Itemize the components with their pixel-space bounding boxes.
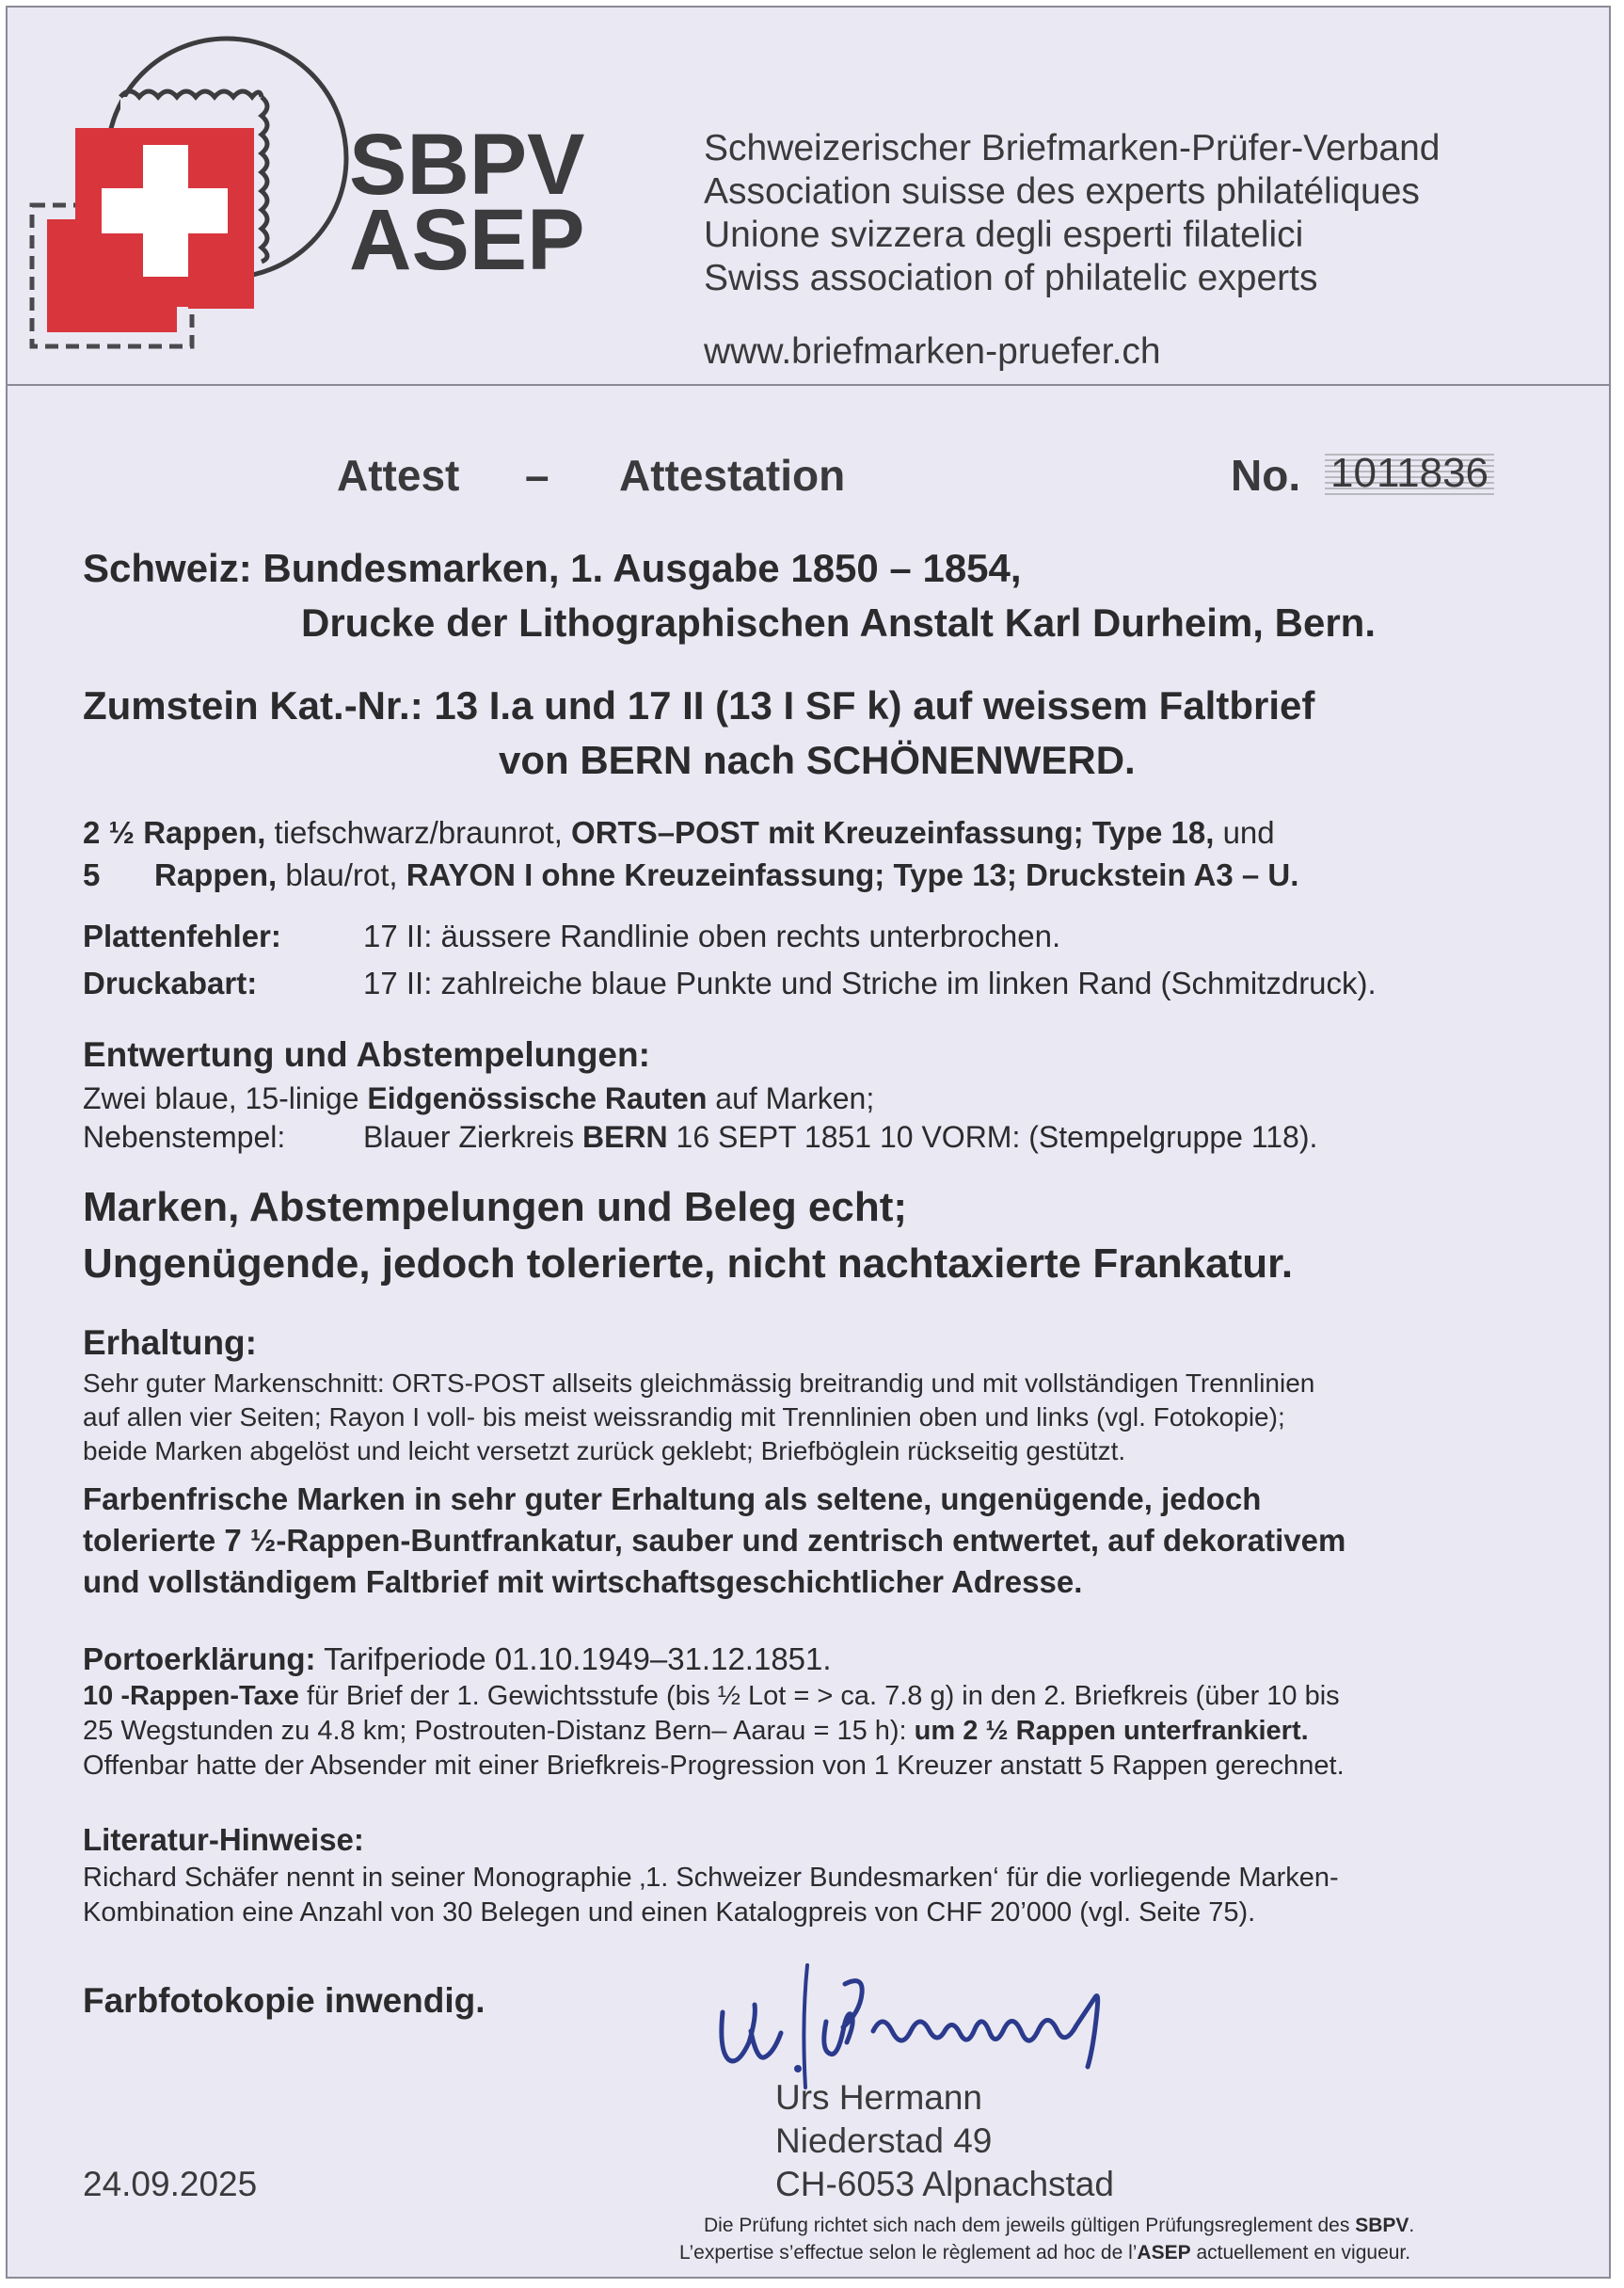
stamp-1-color: tiefschwarz/braunrot, bbox=[265, 815, 572, 850]
postage-line-2-a: 10 -Rappen-Taxe bbox=[83, 1681, 299, 1711]
verdict-line-2: Ungenügende, jedoch tolerierte, nicht nachtaxierte Frankatur. bbox=[83, 1240, 1294, 1287]
stamp-row-1 bbox=[83, 815, 1275, 851]
catalogue-line-2: von BERN nach SCHÖNENWERD. bbox=[499, 738, 1136, 782]
stamp-1-tail: und bbox=[1214, 815, 1275, 850]
certificate-sheet bbox=[6, 6, 1611, 2279]
brand-asep: ASEP bbox=[349, 192, 585, 288]
stamp-1-value: 2 ½ Rappen, bbox=[83, 815, 266, 850]
org-name-it: Unione svizzera degli esperti filatelici bbox=[704, 215, 1304, 255]
org-name-fr: Association suisse des experts philatéliques bbox=[704, 171, 1420, 212]
cancellation-line-2 bbox=[83, 1120, 1317, 1155]
subject-line-1: Schweiz: Bundesmarken, 1. Ausgabe 1850 – 1854, bbox=[83, 546, 1022, 590]
stamp-2-value: Rappen, bbox=[154, 857, 278, 892]
cancellation-heading: Entwertung und Abstempelungen: bbox=[83, 1035, 650, 1074]
sbpv-logo bbox=[15, 26, 664, 365]
condition-bold-2: tolerierte 7 ½-Rappen-Buntfrankatur, sauber und zentrisch entwertet, auf dekorativem bbox=[83, 1523, 1346, 1558]
condition-bold-3: und vollständigem Faltbrief mit wirtschaftsgeschichtlicher Adresse. bbox=[83, 1564, 1083, 1599]
postage-line-3-b: um 2 ½ Rappen unterfrankiert. bbox=[914, 1716, 1309, 1746]
footer-fr-c: actuellement en vigueur. bbox=[1190, 2242, 1411, 2264]
brand-sbpv: SBPV bbox=[349, 117, 585, 213]
druck-value: 17 II: zahlreiche blaue Punkte und Striche im linken Rand (Schmitzdruck). bbox=[363, 966, 1377, 1000]
cancellation-line-1-c: auf Marken; bbox=[707, 1081, 875, 1115]
stamp-front-icon bbox=[75, 91, 267, 309]
stamp-2-color: blau/rot, bbox=[277, 857, 406, 892]
platten-label: Plattenfehler: bbox=[83, 919, 281, 953]
nebenstempel-label: Nebenstempel: bbox=[83, 1120, 286, 1154]
footer-de-c: . bbox=[1409, 2215, 1415, 2236]
certificate-no-label: No. bbox=[1231, 451, 1301, 500]
stamp-1-name: ORTS–POST mit Kreuzeinfassung; Type 18, bbox=[571, 815, 1215, 850]
certificate-header bbox=[8, 8, 1609, 386]
verdict-line-1: Marken, Abstempelungen und Beleg echt; bbox=[83, 1184, 908, 1230]
condition-heading: Erhaltung: bbox=[83, 1323, 257, 1362]
platten-value: 17 II: äussere Randlinie oben rechts unterbrochen. bbox=[363, 919, 1061, 953]
postage-line-4: Offenbar hatte der Absender mit einer Briefkreis-Progression von 1 Kreuzer anstatt 5 Rappen gerechnet. bbox=[83, 1751, 1345, 1781]
postage-line-2 bbox=[83, 1681, 1340, 1712]
photocopy-note: Farbfotokopie inwendig. bbox=[83, 1981, 486, 2020]
postage-period: Tarifperiode 01.10.1949–31.12.1851. bbox=[315, 1641, 832, 1676]
literature-line-2: Kombination eine Anzahl von 30 Belegen und einen Katalogpreis von CHF 20’000 (vgl. Seite 75). bbox=[83, 1897, 1256, 1928]
footer-fr-b: ASEP bbox=[1137, 2242, 1191, 2264]
stamp-row-2 bbox=[83, 857, 1298, 893]
website-link[interactable]: www.briefmarken-pruefer.ch bbox=[704, 331, 1161, 372]
condition-bold-1: Farbenfrische Marken in sehr guter Erhaltung als seltene, ungenügende, jedoch bbox=[83, 1481, 1262, 1516]
expert-signature bbox=[704, 1946, 1193, 2097]
literature-heading: Literatur-Hinweise: bbox=[83, 1822, 364, 1857]
cancellation-line-1-b: Eidgenössische Rauten bbox=[367, 1081, 708, 1115]
title-attest: Attest bbox=[337, 451, 460, 500]
cancellation-line-1 bbox=[83, 1081, 874, 1116]
expert-name: Urs Hermann bbox=[775, 2078, 982, 2117]
certificate-no-value: 1011836 bbox=[1325, 450, 1494, 497]
postage-line-3-a: 25 Wegstunden zu 4.8 km; Postrouten-Distanz Bern– Aarau = 15 h): bbox=[83, 1716, 915, 1746]
postage-line-3 bbox=[83, 1716, 1309, 1747]
postage-line-1 bbox=[83, 1641, 832, 1677]
footer-de-a: Die Prüfung richtet sich nach dem jeweils gültigen Prüfungsreglement des bbox=[704, 2215, 1356, 2236]
org-name-de: Schweizerischer Briefmarken-Prüfer-Verband bbox=[704, 128, 1441, 168]
expert-city: CH-6053 Alpnachstad bbox=[775, 2165, 1114, 2203]
cancellation-line-2-b: BERN bbox=[581, 1120, 668, 1154]
footer-fr-a: L’expertise s’effectue selon le règlement ad hoc de l’ bbox=[679, 2242, 1138, 2264]
expert-street: Niederstad 49 bbox=[775, 2121, 993, 2160]
stamp-2-name: RAYON I ohne Kreuzeinfassung; Type 13; Druckstein A3 – U. bbox=[406, 857, 1299, 892]
literature-line-1: Richard Schäfer nennt in seiner Monographie ‚1. Schweizer Bundesmarken‘ für die vorliegende Marken- bbox=[83, 1863, 1339, 1893]
footer-de-b: SBPV bbox=[1355, 2215, 1409, 2236]
stamp-2-num: 5 bbox=[83, 857, 101, 892]
cancellation-line-2-a: Blauer Zierkreis bbox=[363, 1120, 582, 1154]
cancellation-line-1-a: Zwei blaue, 15-linige bbox=[83, 1081, 368, 1115]
footer-fr bbox=[679, 2242, 1410, 2264]
org-name-en: Swiss association of philatelic experts bbox=[704, 258, 1318, 298]
postage-line-2-b: für Brief der 1. Gewichtsstufe (bis ½ Lot = > ca. 7.8 g) in den 2. Briefkreis (über 10 bis bbox=[298, 1681, 1340, 1711]
cancellation-line-2-c: 16 SEPT 1851 10 VORM: (Stempelgruppe 118). bbox=[667, 1120, 1318, 1154]
certificate-date: 24.09.2025 bbox=[83, 2165, 258, 2203]
title-attestation: Attestation bbox=[619, 451, 846, 500]
subject-line-2: Drucke der Lithographischen Anstalt Karl Durheim, Bern. bbox=[301, 600, 1376, 645]
condition-line-3: beide Marken abgelöst und leicht versetzt zurück geklebt; Briefböglein rückseitig gestützt. bbox=[83, 1436, 1126, 1465]
condition-line-2: auf allen vier Seiten; Rayon I voll- bis meist weissrandig mit Trennlinien oben und links (vgl. Fotokopie); bbox=[83, 1402, 1285, 1432]
druck-label: Druckabart: bbox=[83, 966, 258, 1000]
footer-de bbox=[704, 2215, 1414, 2237]
condition-line-1: Sehr guter Markenschnitt: ORTS-POST allseits gleichmässig breitrandig und mit vollständigen Trennlinien bbox=[83, 1368, 1315, 1398]
title-dash: – bbox=[525, 451, 549, 500]
catalogue-line-1: Zumstein Kat.-Nr.: 13 I.a und 17 II (13 I SF k) auf weissem Faltbrief bbox=[83, 683, 1315, 728]
postage-label: Portoerklärung: bbox=[83, 1641, 316, 1676]
